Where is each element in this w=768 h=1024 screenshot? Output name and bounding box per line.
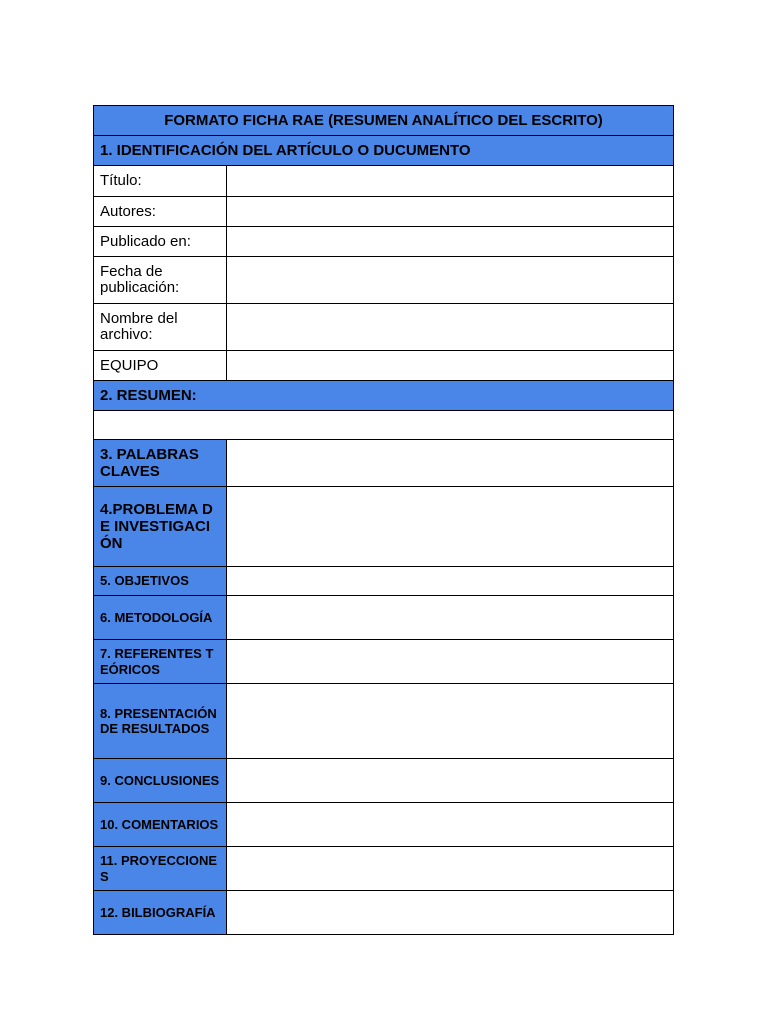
section-value-bibliografia[interactable] [227,891,674,935]
section-label-palabras: 3. PALABRAS CLAVES [94,440,227,487]
resumen-value[interactable] [94,411,674,440]
field-label-archivo: Nombre del archivo: [94,304,227,351]
section1-row [94,136,674,166]
field-row-titulo [94,166,674,197]
field-row-archivo [94,304,674,351]
section-label-objetivos: 5. OBJETIVOS [94,567,227,596]
section-row-objetivos [94,567,674,596]
field-value-titulo[interactable] [227,166,674,197]
section-value-referentes[interactable] [227,640,674,684]
field-value-fecha[interactable] [227,257,674,304]
rae-form-table [93,105,674,935]
form-title-row [94,106,674,136]
section-value-metodologia[interactable] [227,596,674,640]
section-row-palabras [94,440,674,487]
section-label-presentacion: 8. PRESENTACIÓN DE RESULTADOS [94,684,227,759]
section-value-problema[interactable] [227,487,674,567]
resumen-row [94,411,674,440]
section-row-conclusiones [94,759,674,803]
section-row-problema [94,487,674,567]
field-label-publicado: Publicado en: [94,227,227,257]
section-label-proyecciones: 11. PROYECCIONES [94,847,227,891]
section2-row [94,381,674,411]
section-value-palabras[interactable] [227,440,674,487]
field-label-fecha: Fecha de publicación: [94,257,227,304]
section-value-objetivos[interactable] [227,567,674,596]
section-label-metodologia: 6. METODOLOGÍA [94,596,227,640]
section-label-conclusiones: 9. CONCLUSIONES [94,759,227,803]
field-value-equipo[interactable] [227,351,674,381]
field-row-equipo [94,351,674,381]
section-row-metodologia [94,596,674,640]
form-title: FORMATO FICHA RAE (RESUMEN ANALÍTICO DEL ESCRITO) [94,106,674,136]
section-row-referentes [94,640,674,684]
section-label-bibliografia: 12. BILBIOGRAFÍA [94,891,227,935]
section-row-bibliografia [94,891,674,935]
field-value-archivo[interactable] [227,304,674,351]
section-row-comentarios [94,803,674,847]
field-label-titulo: Título: [94,166,227,197]
field-label-autores: Autores: [94,197,227,227]
section-label-problema: 4.PROBLEMA DE INVESTIGACIÓN [94,487,227,567]
section-value-comentarios[interactable] [227,803,674,847]
field-row-autores [94,197,674,227]
field-label-equipo: EQUIPO [94,351,227,381]
section1-heading: 1. IDENTIFICACIÓN DEL ARTÍCULO O DUCUMENTO [94,136,674,166]
field-value-publicado[interactable] [227,227,674,257]
section-label-comentarios: 10. COMENTARIOS [94,803,227,847]
section-label-referentes: 7. REFERENTES TEÓRICOS [94,640,227,684]
section-row-proyecciones [94,847,674,891]
field-value-autores[interactable] [227,197,674,227]
field-row-fecha [94,257,674,304]
section-value-proyecciones[interactable] [227,847,674,891]
section-value-presentacion[interactable] [227,684,674,759]
section2-heading: 2. RESUMEN: [94,381,674,411]
section-row-presentacion [94,684,674,759]
section-value-conclusiones[interactable] [227,759,674,803]
field-row-publicado [94,227,674,257]
